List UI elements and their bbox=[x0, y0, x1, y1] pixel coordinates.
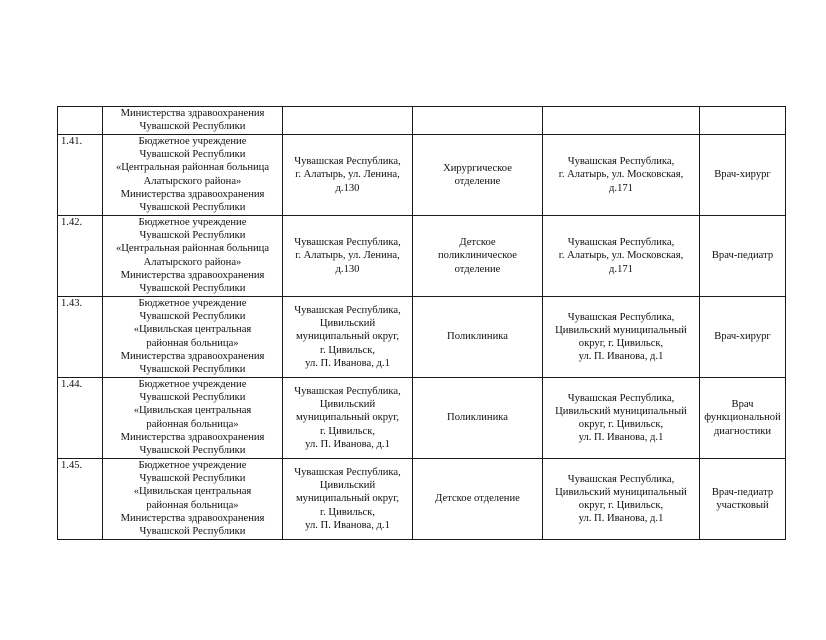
cell-department-address bbox=[543, 216, 700, 297]
cell-position bbox=[700, 459, 786, 540]
text-line: Врач bbox=[731, 399, 754, 411]
text-line: Алатырского района» bbox=[143, 175, 242, 187]
text-line: Чувашской Республики bbox=[139, 202, 246, 214]
text-line: «Цивильская центральная bbox=[133, 486, 252, 498]
table-row bbox=[58, 297, 786, 378]
text-line: ул. П. Иванова, д.1 bbox=[305, 438, 390, 450]
cell-organization bbox=[103, 107, 283, 135]
cell-department-address bbox=[543, 459, 700, 540]
text-line: Бюджетное учреждение bbox=[138, 460, 247, 471]
cell-position bbox=[700, 135, 786, 216]
text-line: г. Цивильск, bbox=[319, 425, 376, 437]
text-line: Чувашской Республики bbox=[139, 283, 246, 295]
text-line: Чувашской Республики bbox=[139, 392, 246, 404]
cell-position bbox=[700, 107, 786, 135]
cell-organization-address bbox=[283, 378, 413, 459]
text-line: Чувашской Республики bbox=[139, 121, 246, 133]
text-line: Чувашской Республики bbox=[139, 364, 246, 376]
text-line: г. Алатырь, ул. Московская, bbox=[558, 169, 684, 181]
text-line: Чувашская Республика, bbox=[567, 311, 675, 323]
text-line: диагностики bbox=[713, 425, 772, 437]
cell-organization bbox=[103, 459, 283, 540]
cell-organization-address bbox=[283, 135, 413, 216]
cell-position bbox=[700, 378, 786, 459]
text-line: г. Цивильск, bbox=[319, 506, 376, 518]
text-line: Министерства здравоохранения bbox=[120, 108, 265, 119]
text-line: «Центральная районная больница bbox=[115, 243, 270, 255]
text-line: Чувашской Республики bbox=[139, 526, 246, 538]
text-line: Алатырского района» bbox=[143, 256, 242, 268]
text-line: отделение bbox=[454, 263, 501, 275]
text-line: Детское отделение bbox=[435, 493, 520, 505]
text-line: д.130 bbox=[335, 263, 360, 275]
facilities-table bbox=[57, 106, 786, 540]
text-line: «Цивильская центральная bbox=[133, 405, 252, 417]
text-line: Чувашская Республика, bbox=[294, 304, 401, 316]
table-row bbox=[58, 135, 786, 216]
text-line: Врач-хирург bbox=[714, 169, 771, 181]
text-line: Министерства здравоохранения bbox=[120, 269, 265, 281]
cell-organization-address bbox=[283, 107, 413, 135]
cell-department bbox=[413, 216, 543, 297]
text-line: Чувашской Республики bbox=[139, 230, 246, 242]
text-line: Министерства здравоохранения bbox=[120, 188, 265, 200]
cell-number: 1.42. bbox=[58, 216, 103, 297]
text-line: муниципальный округ, bbox=[295, 331, 400, 343]
text-line: Цивильский bbox=[319, 480, 376, 492]
text-line: округ, г. Цивильск, bbox=[578, 338, 664, 349]
cell-position bbox=[700, 216, 786, 297]
text-line: Поликлиника bbox=[447, 331, 508, 343]
text-line: Министерства здравоохранения bbox=[120, 350, 265, 362]
text-line: Чувашской Республики bbox=[139, 311, 246, 323]
table-row-continuation bbox=[58, 107, 786, 135]
text-line: Чувашская Республика, bbox=[294, 237, 401, 249]
document-page bbox=[57, 106, 785, 540]
text-line: ул. П. Иванова, д.1 bbox=[578, 513, 664, 525]
text-line: Чувашской Республики bbox=[139, 473, 246, 485]
text-line: муниципальный округ, bbox=[295, 412, 400, 424]
text-line: Врач-педиатр bbox=[711, 250, 774, 262]
cell-department bbox=[413, 297, 543, 378]
text-line: Чувашская Республика, bbox=[294, 156, 401, 168]
text-line: Чувашская Республика, bbox=[567, 473, 675, 485]
cell-department bbox=[413, 459, 543, 540]
text-line: поликлиническое bbox=[438, 250, 517, 262]
cell-number: 1.44. bbox=[58, 378, 103, 459]
text-line: районная больница» bbox=[146, 337, 239, 349]
cell-department-address bbox=[543, 297, 700, 378]
text-line: д.130 bbox=[335, 182, 360, 194]
cell-department-address bbox=[543, 107, 700, 135]
cell-organization bbox=[103, 378, 283, 459]
text-line: Чувашская Республика, bbox=[567, 237, 675, 249]
text-line: г. Цивильск, bbox=[319, 344, 376, 356]
text-line: Поликлиника bbox=[447, 412, 508, 424]
text-line: Бюджетное учреждение bbox=[138, 136, 247, 147]
table-row bbox=[58, 459, 786, 540]
text-line: муниципальный округ, bbox=[295, 493, 400, 505]
text-line: Цивильский bbox=[319, 399, 376, 411]
cell-position bbox=[700, 297, 786, 378]
text-line: г. Алатырь, ул. Ленина, bbox=[295, 250, 400, 262]
text-line: «Центральная районная больница bbox=[115, 162, 270, 174]
text-line: Чувашская Республика, bbox=[294, 466, 401, 478]
text-line: «Цивильская центральная bbox=[133, 324, 252, 336]
text-line: Чувашская Республика, bbox=[567, 156, 675, 168]
cell-organization bbox=[103, 135, 283, 216]
text-line: Цивильский муниципальный bbox=[555, 486, 687, 498]
cell-number bbox=[58, 107, 103, 135]
text-line: д.171 bbox=[609, 182, 633, 194]
text-line: Чувашская Республика, bbox=[567, 392, 675, 404]
cell-department-address bbox=[543, 378, 700, 459]
table-row bbox=[58, 216, 786, 297]
text-line: Цивильский муниципальный bbox=[555, 324, 687, 336]
cell-organization-address bbox=[283, 297, 413, 378]
text-line: районная больница» bbox=[146, 499, 239, 511]
text-line: ул. П. Иванова, д.1 bbox=[305, 519, 390, 531]
text-line: ул. П. Иванова, д.1 bbox=[305, 357, 390, 369]
text-line: Министерства здравоохранения bbox=[120, 431, 265, 443]
text-line: Хирургическое bbox=[443, 162, 512, 174]
cell-number: 1.45. bbox=[58, 459, 103, 540]
cell-organization-address bbox=[283, 459, 413, 540]
cell-number: 1.41. bbox=[58, 135, 103, 216]
cell-number: 1.43. bbox=[58, 297, 103, 378]
cell-department bbox=[413, 107, 543, 135]
text-line: г. Алатырь, ул. Московская, bbox=[558, 250, 684, 262]
text-line: Бюджетное учреждение bbox=[138, 217, 247, 228]
text-line: Врач-хирург bbox=[714, 331, 771, 343]
cell-organization-address bbox=[283, 216, 413, 297]
text-line: Чувашской Республики bbox=[139, 445, 246, 457]
text-line: округ, г. Цивильск, bbox=[578, 500, 664, 511]
text-line: Цивильский bbox=[319, 318, 376, 330]
cell-department-address bbox=[543, 135, 700, 216]
text-line: Бюджетное учреждение bbox=[138, 298, 247, 309]
text-line: ул. П. Иванова, д.1 bbox=[578, 351, 664, 363]
text-line: участковый bbox=[716, 500, 769, 511]
cell-organization bbox=[103, 297, 283, 378]
text-line: ул. П. Иванова, д.1 bbox=[578, 432, 664, 444]
text-line: Чувашской Республики bbox=[139, 149, 246, 161]
cell-organization bbox=[103, 216, 283, 297]
cell-department bbox=[413, 378, 543, 459]
text-line: районная больница» bbox=[146, 418, 239, 430]
text-line: Чувашская Республика, bbox=[294, 385, 401, 397]
text-line: Цивильский муниципальный bbox=[555, 405, 687, 417]
text-line: г. Алатырь, ул. Ленина, bbox=[295, 169, 400, 181]
text-line: Бюджетное учреждение bbox=[138, 379, 247, 390]
text-line: Министерства здравоохранения bbox=[120, 512, 265, 524]
text-line: округ, г. Цивильск, bbox=[578, 419, 664, 430]
text-line: отделение bbox=[454, 176, 501, 187]
text-line: Детское bbox=[459, 237, 496, 249]
text-line: Врач-педиатр bbox=[711, 486, 774, 498]
text-line: д.171 bbox=[609, 263, 633, 275]
table-row bbox=[58, 378, 786, 459]
text-line: функциональной bbox=[704, 412, 781, 424]
cell-department bbox=[413, 135, 543, 216]
